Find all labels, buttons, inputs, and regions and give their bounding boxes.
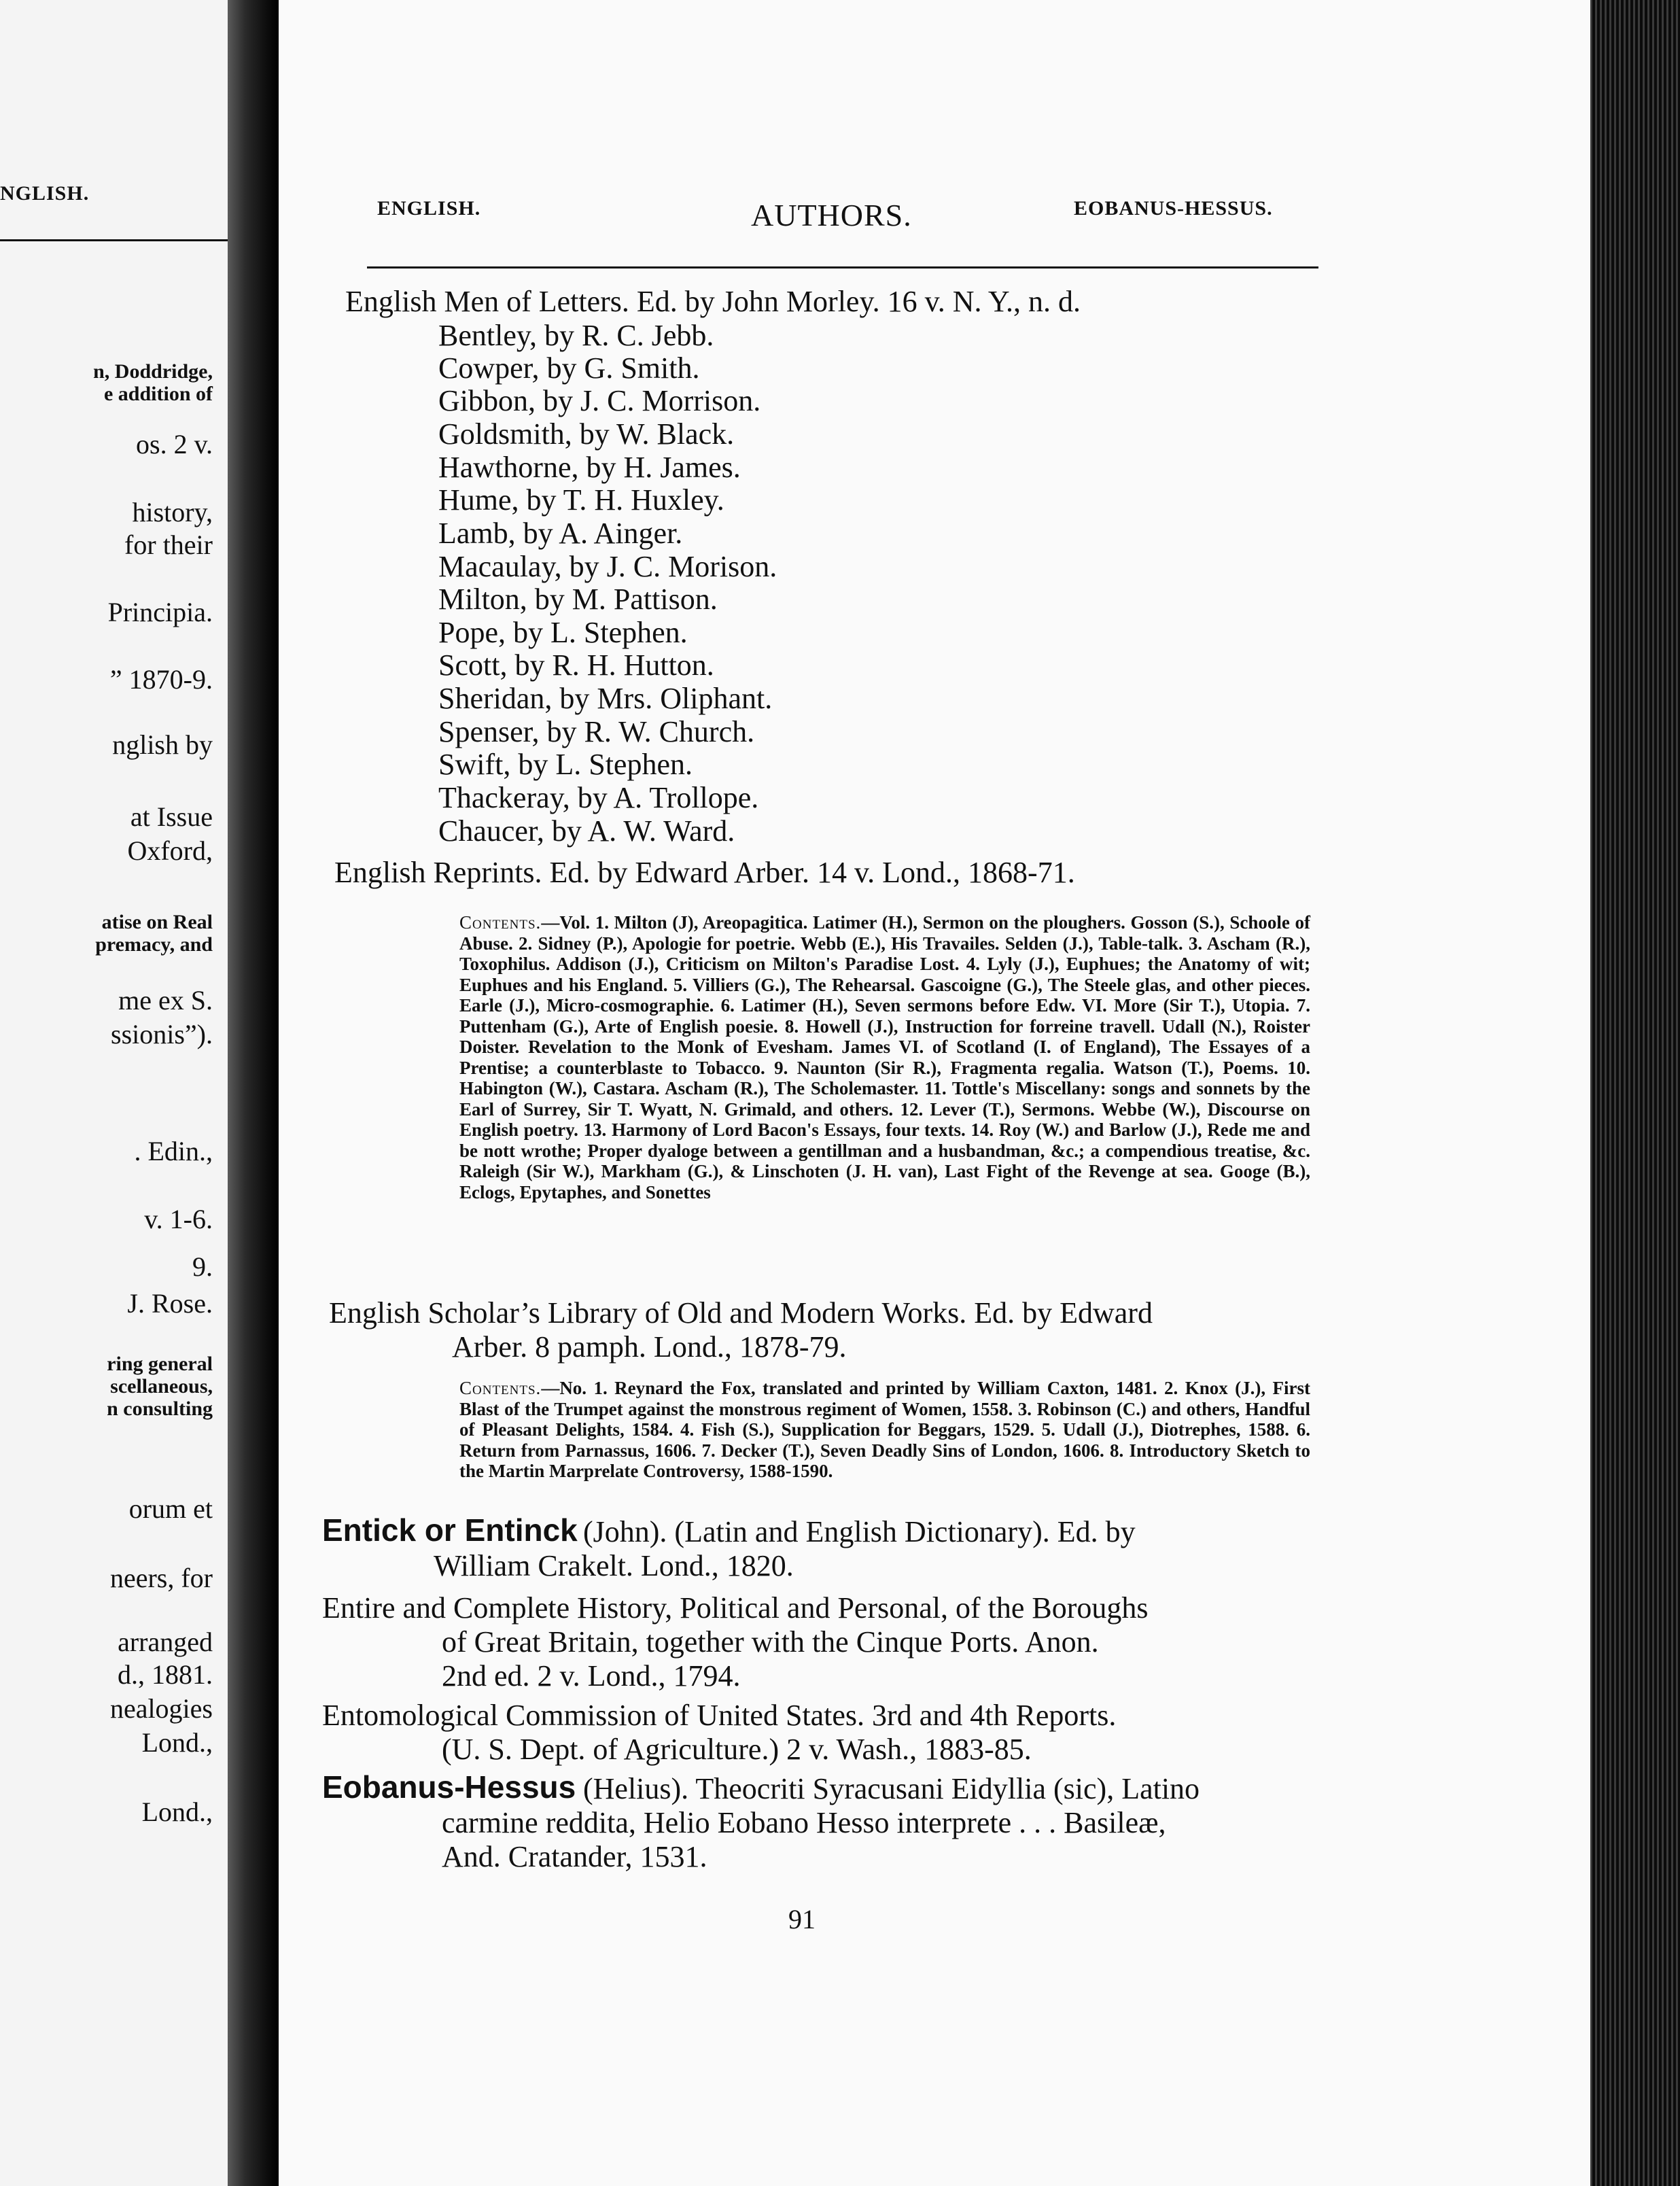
entry-line: of Great Britain, together with the Cinque Ports. Anon. xyxy=(442,1625,1099,1659)
entry-line: Pope, by L. Stephen. xyxy=(438,616,688,649)
facing-page-line: d., 1881. xyxy=(118,1659,213,1690)
entry-line: carmine reddita, Helio Eobano Hesso interprete . . . Basileæ, xyxy=(442,1806,1166,1839)
facing-page-line: nglish by xyxy=(112,729,213,760)
entry-line: English Reprints. Ed. by Edward Arber. 14 v. Lond., 1868-71. xyxy=(334,856,1075,889)
facing-page-line: Lond., xyxy=(141,1797,213,1827)
entry-line: Bentley, by R. C. Jebb. xyxy=(438,319,714,352)
entry-line: Hume, by T. H. Huxley. xyxy=(438,483,724,517)
running-head-right: EOBANUS-HESSUS. xyxy=(1074,197,1273,220)
facing-page-line: history, xyxy=(132,497,213,527)
entry-line: Arber. 8 pamph. Lond., 1878-79. xyxy=(452,1330,847,1364)
entry-line: Cowper, by G. Smith. xyxy=(438,351,700,385)
contents-text: —Vol. 1. Milton (J), Areopagitica. Latimer (H.), Sermon on the ploughers. Gosson (S.), Schoole of Abuse. 2. Sidney (P.), Apologie for poetrie. Webb (E.), His Travailes. Selden (J.), Table-talk. 3. Ascham (R.), Toxophilus. Addison (J.), Criticism on Milton's Paradise Lost. 4. Lyly (J.), Euphues; the Anatomy of wit; Euphues and his England. 5. Villiers (G.), The Rehearsal. Gascoigne (G.), The Steele glas, and other pieces. Earle (J.), Micro-cosmographie. 6. Latimer (H.), Seven sermons before Edw. VI. More (Sir T.), Utopia. 7. Puttenham (G.), Arte of English poesie. 8. Howell (J.), Instruction for forreine travell. Udall (N.), Roister Doister. Revelation to the Monk of Evesham. James VI. of Scotland (I. of England), The Essayes of a Prentise; a counterblaste to Tobacco. 9. Naunton (Sir R.), Fragmenta regalia. Watson (T.), Poems. 10. Habington (W.), Castara. Ascham (R.), The Scholemaster. 11. Tottle's Miscellany: songs and sonnets by the Earl of Surrey, Sir T. Wyatt, N. Grimald, and others. 12. Lever (T.), Sermons. Webbe (W.), Discourse on English poetry. 13. Harmony of Lord Bacon's Essays, four texts. 14. Roy (W.) and Barlow (J.), Rede me and be nott wrothe; Proper dyaloge between a gentillman and a husbandman, &c.; a compendious treatise, &c. Raleigh (Sir W.), Markham (G.), & Linschoten (J. H. van), Last Fight of the Revenge at sea. Googe (B.), Eclogs, Epytaphes, and Sonettes xyxy=(459,912,1310,1202)
entry-line: (John). (Latin and English Dictionary). Ed. by xyxy=(583,1515,1136,1548)
page-edges xyxy=(1590,0,1680,2186)
entry-line: And. Cratander, 1531. xyxy=(442,1840,707,1873)
facing-page-line: n consulting xyxy=(107,1398,213,1420)
facing-page-line: v. 1-6. xyxy=(144,1204,213,1234)
entry-line: Entomological Commission of United States. 3rd and 4th Reports. xyxy=(322,1699,1117,1732)
entry-line: Macaulay, by J. C. Morison. xyxy=(438,550,777,583)
facing-page-line: neers, for xyxy=(109,1563,213,1593)
facing-page-line: e addition of xyxy=(103,383,213,405)
facing-page-line: Lond., xyxy=(141,1727,213,1758)
entry-line: Spenser, by R. W. Church. xyxy=(438,715,755,748)
entry-line: Hawthorne, by H. James. xyxy=(438,451,741,484)
facing-page-line: for their xyxy=(124,530,213,560)
contents-note-english-reprints xyxy=(459,912,1310,1202)
entry-line: English Men of Letters. Ed. by John Morley. 16 v. N. Y., n. d. xyxy=(345,285,1081,318)
facing-page-line: scellaneous, xyxy=(110,1375,213,1398)
entry-line: English Scholar’s Library of Old and Modern Works. Ed. by Edward xyxy=(329,1296,1153,1330)
facing-page-line: . Edin., xyxy=(134,1136,213,1166)
entry-heading: Entick or Entinck xyxy=(322,1512,578,1548)
facing-page-rule xyxy=(0,239,228,241)
running-head-left: ENGLISH. xyxy=(377,197,481,220)
facing-page-line: nealogies xyxy=(109,1693,213,1724)
header-rule xyxy=(367,266,1318,268)
entry-line: Milton, by M. Pattison. xyxy=(438,583,718,616)
facing-page-line: ring general xyxy=(107,1353,213,1375)
facing-page-line: ” 1870-9. xyxy=(109,664,213,695)
contents-note-scholars-library xyxy=(459,1378,1310,1482)
running-head-title: AUTHORS. xyxy=(751,198,912,232)
entry-line: Chaucer, by A. W. Ward. xyxy=(438,814,735,848)
entry-line: Gibbon, by J. C. Morrison. xyxy=(438,384,761,417)
book-gutter xyxy=(228,0,279,2186)
entry-line: (U. S. Dept. of Agriculture.) 2 v. Wash., 1883-85. xyxy=(442,1733,1032,1766)
facing-page-line: n, Doddridge, xyxy=(93,360,213,383)
entry-line: Lamb, by A. Ainger. xyxy=(438,517,683,550)
facing-page-line: me ex S. xyxy=(118,985,213,1016)
entry-line: William Crakelt. Lond., 1820. xyxy=(434,1549,794,1582)
facing-page-line: Principia. xyxy=(107,597,213,627)
contents-label: Contents. xyxy=(459,912,542,933)
entry-heading: Eobanus-Hessus xyxy=(322,1769,576,1805)
entry-line: Swift, by L. Stephen. xyxy=(438,748,693,781)
contents-text: —No. 1. Reynard the Fox, translated and printed by William Caxton, 1481. 2. Knox (J.), First Blast of the Trumpet against the monstrous regiment of Women, 1558. 3. Robinson (C.) and others, Handful of Pleasant Delights, 1584. 4. Fish (S.), Supplication for Beggars, 1529. 5. Udall (J.), Diotrephes, 1588. 6. Return from Parnassus, 1606. 7. Decker (T.), Seven Deadly Sins of London, 1606. 8. Introductory Sketch to the Martin Marprelate Controversy, 1588-1590. xyxy=(459,1378,1310,1481)
facing-page xyxy=(0,0,228,2186)
entry-line: 2nd ed. 2 v. Lond., 1794. xyxy=(442,1659,741,1693)
facing-page-line: arranged xyxy=(118,1627,213,1657)
entry-line: (Helius). Theocriti Syracusani Eidyllia (sic), Latino xyxy=(583,1772,1200,1805)
facing-page-line: atise on Real xyxy=(101,911,213,933)
entry-line: Entire and Complete History, Political and Personal, of the Boroughs xyxy=(322,1591,1149,1625)
facing-page-line: orum et xyxy=(128,1493,213,1524)
contents-label: Contents. xyxy=(459,1378,542,1398)
facing-page-line: at Issue xyxy=(130,801,213,832)
facing-page-line: J. Rose. xyxy=(127,1288,213,1319)
facing-page-line: ssionis”). xyxy=(111,1019,213,1049)
facing-page-line: Oxford, xyxy=(127,835,213,866)
facing-page-line: 9. xyxy=(192,1251,213,1282)
entry-line: Thackeray, by A. Trollope. xyxy=(438,781,759,814)
facing-page-header: NGLISH. xyxy=(0,182,90,205)
entry-line: Sheridan, by Mrs. Oliphant. xyxy=(438,682,773,715)
facing-page-line: os. 2 v. xyxy=(136,429,213,459)
page-number: 91 xyxy=(788,1904,816,1935)
entry-line: Scott, by R. H. Hutton. xyxy=(438,648,714,682)
facing-page-line: premacy, and xyxy=(95,933,213,956)
entry-line: Goldsmith, by W. Black. xyxy=(438,417,735,451)
